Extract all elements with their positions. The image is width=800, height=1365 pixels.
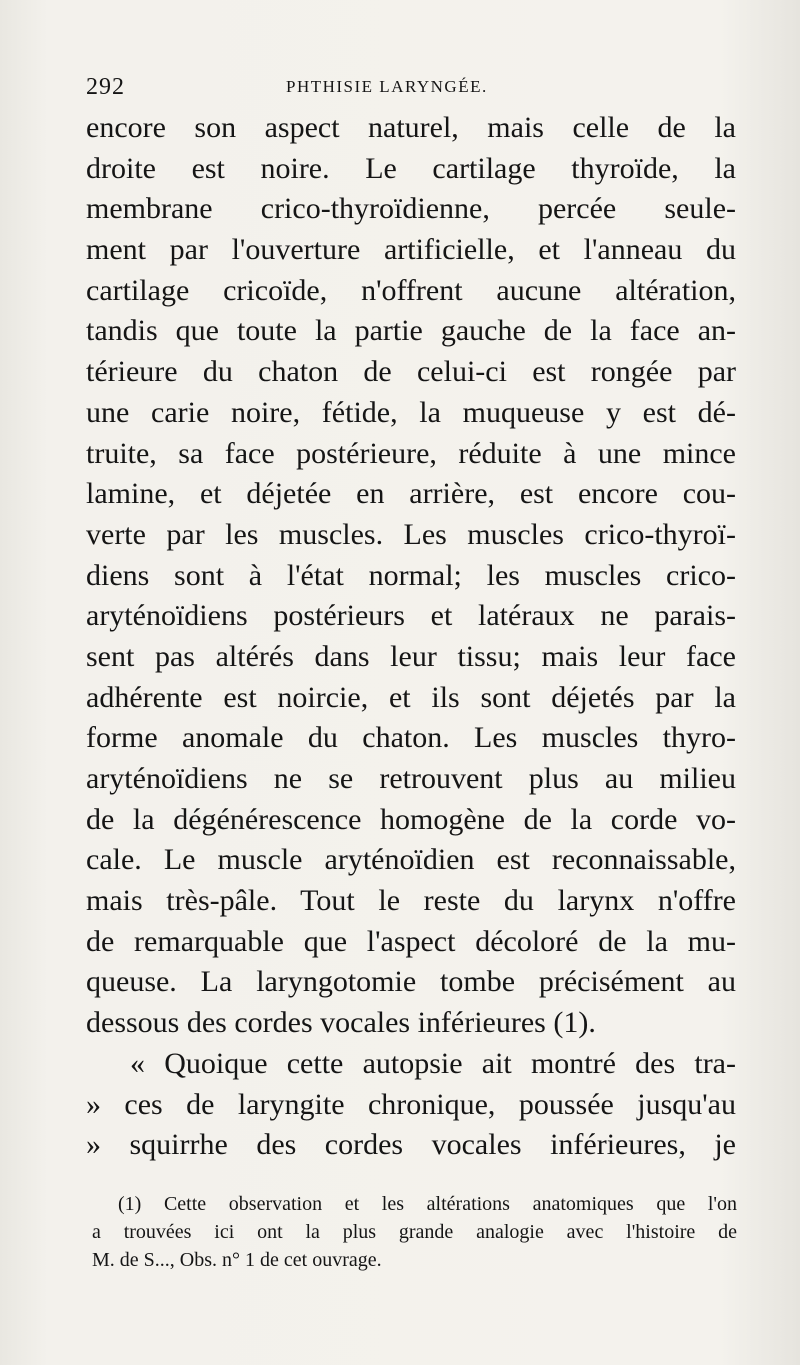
body-line: truite, sa face postérieure, réduite à une mince [86,436,736,470]
running-head: PHTHISIE LARYNGÉE. [286,77,488,96]
page-number: 292 [86,74,125,100]
footnote-line: a trouvées ici ont la plus grande analogie avec l'histoire de [92,1221,737,1243]
body-line: encore son aspect naturel, mais celle de la [86,111,736,144]
body-line: térieure du chaton de celui-ci est rongée par [86,355,736,389]
body-line: aryténoïdiens postérieurs et latéraux ne parais- [86,599,736,633]
body-line: « Quoique cette autopsie ait montré des tra- [130,1046,736,1080]
body-line: queuse. La laryngotomie tombe précisément au [86,965,736,999]
body-line: membrane crico-thyroïdienne, percée seule- [86,192,736,226]
body-line: de remarquable que l'aspect décoloré de la mu- [86,924,736,958]
body-line: tandis que toute la partie gauche de la face an- [86,314,736,348]
body-line: diens sont à l'état normal; les muscles crico- [86,558,736,592]
body-line: sent pas altérés dans leur tissu; mais leur face [86,639,736,673]
page-header [86,74,736,104]
footnote-line: (1) Cette observation et les altérations anatomiques que l'on [118,1193,737,1215]
body-line: dessous des cordes vocales inférieures (1). [86,1006,596,1040]
body-line: mais très-pâle. Tout le reste du larynx n'offre [86,884,736,918]
body-line: une carie noire, fétide, la muqueuse y est dé- [86,395,736,429]
body-line: cartilage cricoïde, n'offrent aucune altération, [86,273,736,307]
footnote-line: M. de S..., Obs. n° 1 de cet ouvrage. [92,1249,382,1271]
body-line: aryténoïdiens ne se retrouvent plus au milieu [86,762,736,795]
body-line: lamine, et déjetée en arrière, est encore cou- [86,477,736,511]
body-line: ment par l'ouverture artificielle, et l'anneau du [86,233,736,267]
body-line: » squirrhe des cordes vocales inférieures, je [86,1128,736,1162]
body-text [86,108,736,1166]
body-line: forme anomale du chaton. Les muscles thyro- [86,721,736,755]
footnote [92,1190,737,1274]
body-line: droite est noire. Le cartilage thyroïde, la [86,151,736,185]
body-line: de la dégénérescence homogène de la corde vo- [86,802,736,836]
body-line: adhérente est noircie, et ils sont déjetés par la [86,680,736,714]
body-line: » ces de laryngite chronique, poussée jusqu'au [86,1087,736,1121]
body-line: verte par les muscles. Les muscles crico-thyroï- [86,517,736,551]
body-line: cale. Le muscle aryténoïdien est reconnaissable, [86,843,736,877]
